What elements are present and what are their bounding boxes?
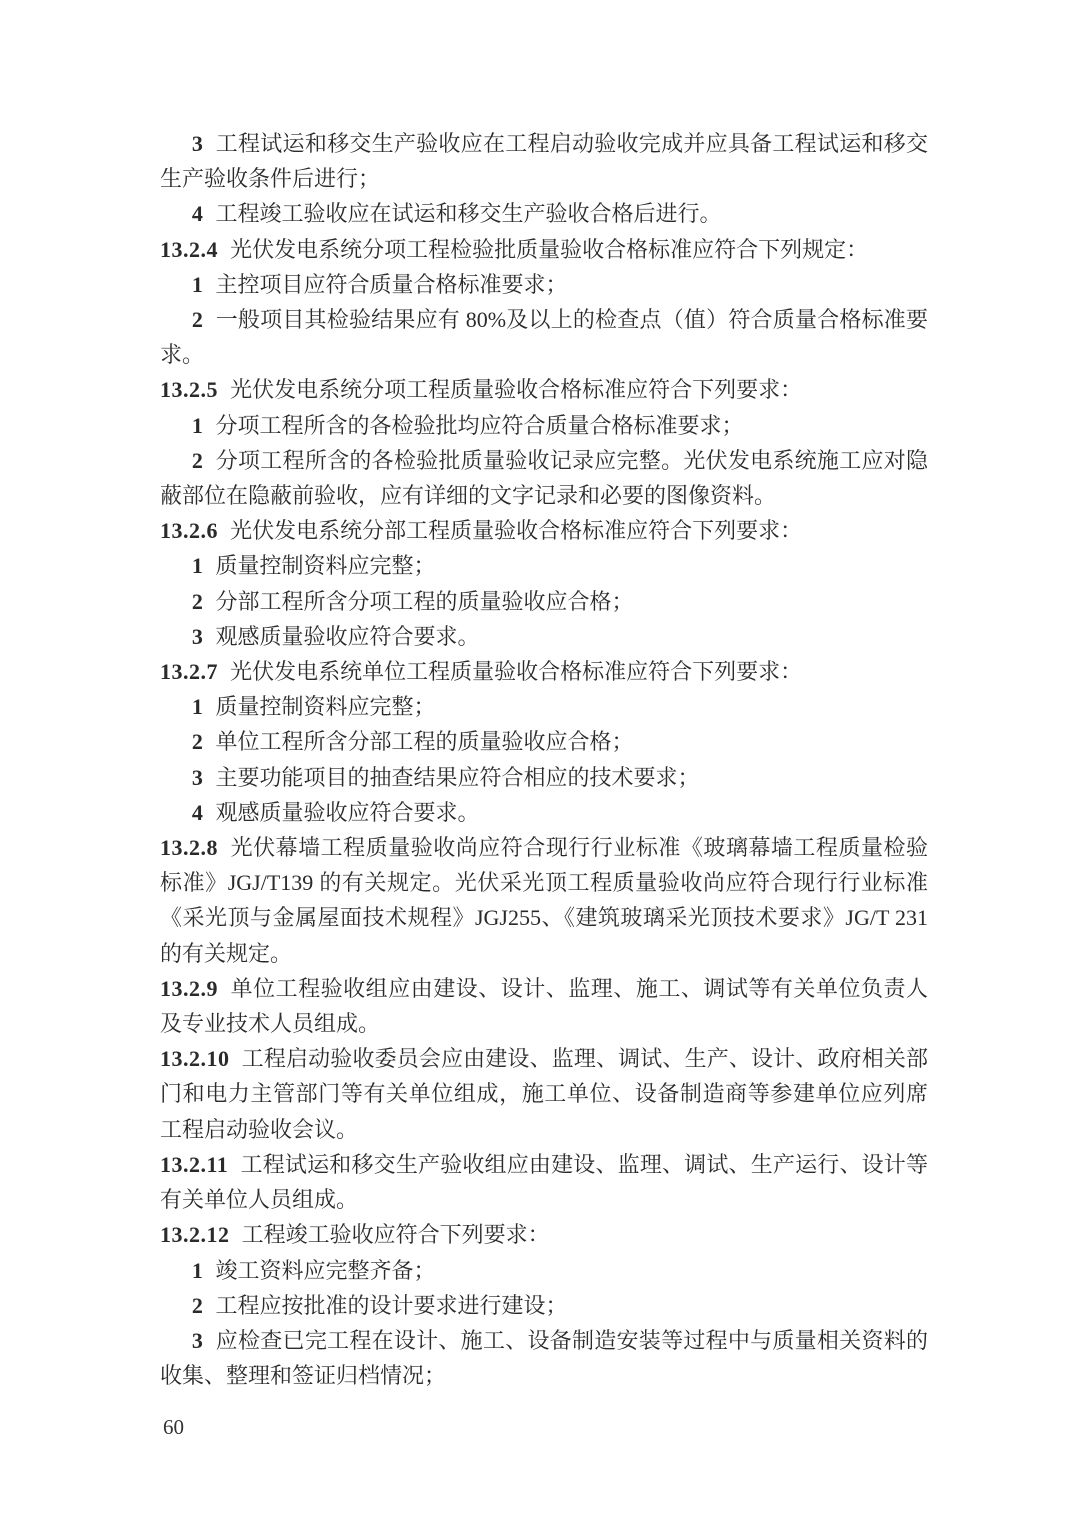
document-body (160, 126, 928, 1393)
item-text: 工程应按批准的设计要求进行建设； (215, 1292, 568, 1318)
item-text: 分项工程所含的各检验批均应符合质量合格标准要求； (215, 412, 744, 438)
item-number: 4 (191, 799, 204, 825)
clause-number: 13.2.4 (160, 236, 218, 262)
item-text: 观感质量验收应符合要求。 (215, 623, 480, 649)
item-number: 2 (191, 588, 204, 614)
item-text: 工程试运和移交生产验收应在工程启动验收完成并应具备工程试运和移交生产验收条件后进行； (160, 131, 928, 192)
clause-text: 单位工程验收组应由建设、设计、监理、施工、调试等有关单位负责人及专业技术人员组成。 (160, 975, 928, 1037)
list-item (160, 548, 928, 583)
clause-paragraph (160, 1041, 928, 1147)
item-text: 分项工程所含的各检验批质量验收记录应完整。光伏发电系统施工应对隐蔽部位在隐蔽前验收，应有详细的文字记录和必要的图像资料。 (160, 447, 928, 509)
list-item (160, 1253, 928, 1288)
item-number: 4 (191, 201, 204, 227)
item-number: 2 (191, 729, 204, 755)
item-text: 工程竣工验收应在试运和移交生产验收合格后进行。 (215, 201, 722, 227)
clause-number: 13.2.12 (160, 1222, 230, 1248)
list-item (160, 408, 928, 443)
item-number: 3 (191, 623, 204, 649)
item-number: 2 (191, 307, 204, 333)
clause-paragraph (160, 232, 928, 267)
list-item (160, 724, 928, 759)
list-item (160, 760, 928, 795)
page-number: 60 (163, 1415, 184, 1439)
clause-text: 工程试运和移交生产验收组应由建设、监理、调试、生产运行、设计等有关单位人员组成。 (160, 1151, 928, 1213)
clause-paragraph (160, 372, 928, 407)
item-number: 3 (191, 764, 204, 790)
list-item (160, 795, 928, 830)
item-number: 3 (191, 131, 204, 156)
list-item (160, 443, 928, 513)
clause-number: 13.2.6 (160, 518, 218, 544)
item-text: 质量控制资料应完整； (215, 553, 436, 579)
clause-paragraph (160, 654, 928, 689)
list-item (160, 619, 928, 654)
item-text: 单位工程所含分部工程的质量验收应合格； (215, 729, 634, 755)
clause-text: 光伏发电系统分项工程检验批质量验收合格标准应符合下列规定： (230, 236, 869, 262)
clause-number: 13.2.10 (160, 1046, 230, 1072)
clause-number: 13.2.11 (160, 1151, 229, 1177)
clause-paragraph (160, 1217, 928, 1252)
item-number: 1 (191, 1257, 204, 1283)
item-text: 竣工资料应完整齐备； (215, 1257, 436, 1283)
list-item (160, 126, 928, 196)
clause-number: 13.2.7 (160, 659, 218, 685)
list-item (160, 267, 928, 302)
item-number: 1 (191, 694, 204, 720)
clause-paragraph (160, 971, 928, 1041)
item-text: 质量控制资料应完整； (215, 694, 436, 720)
clause-number: 13.2.8 (160, 835, 218, 861)
clause-paragraph (160, 1147, 928, 1217)
clause-paragraph (160, 513, 928, 548)
item-text: 分部工程所含分项工程的质量验收应合格； (215, 588, 634, 614)
item-text: 主要功能项目的抽查结果应符合相应的技术要求； (215, 764, 700, 790)
clause-text: 光伏发电系统单位工程质量验收合格标准应符合下列要求： (230, 659, 803, 685)
list-item (160, 584, 928, 619)
item-number: 1 (191, 412, 204, 438)
item-number: 2 (191, 1292, 204, 1318)
item-text: 应检查已完工程在设计、施工、设备制造安装等过程中与质量相关资料的收集、整理和签证归档情况； (160, 1327, 928, 1389)
list-item (160, 689, 928, 724)
item-number: 1 (191, 553, 204, 579)
clause-paragraph (160, 830, 928, 971)
list-item (160, 302, 928, 372)
clause-text: 光伏幕墙工程质量验收尚应符合现行行业标准《玻璃幕墙工程质量检验标准》JGJ/T139 的有关规定。光伏采光顶工程质量验收尚应符合现行行业标准《采光顶与金属屋面技术规程》JGJ255、《建筑玻璃采光顶技术要求》JG/T 231 的有关规定。 (160, 835, 928, 966)
list-item (160, 1323, 928, 1393)
item-number: 2 (191, 447, 204, 473)
clause-text: 光伏发电系统分项工程质量验收合格标准应符合下列要求： (230, 377, 803, 403)
clause-text: 光伏发电系统分部工程质量验收合格标准应符合下列要求： (230, 518, 803, 544)
list-item (160, 196, 928, 231)
clause-number: 13.2.5 (160, 377, 218, 403)
clause-text: 工程启动验收委员会应由建设、监理、调试、生产、设计、政府相关部门和电力主管部门等有关单位组成，施工单位、设备制造商等参建单位应列席工程启动验收会议。 (160, 1046, 928, 1142)
item-number: 3 (191, 1327, 204, 1353)
list-item (160, 1288, 928, 1323)
clause-number: 13.2.9 (160, 975, 218, 1001)
clause-text: 工程竣工验收应符合下列要求： (241, 1222, 550, 1248)
item-text: 观感质量验收应符合要求。 (215, 799, 480, 825)
item-text: 主控项目应符合质量合格标准要求； (215, 271, 568, 297)
item-number: 1 (191, 271, 204, 297)
item-text: 一般项目其检验结果应有 80%及以上的检查点（值）符合质量合格标准要求。 (160, 307, 928, 368)
